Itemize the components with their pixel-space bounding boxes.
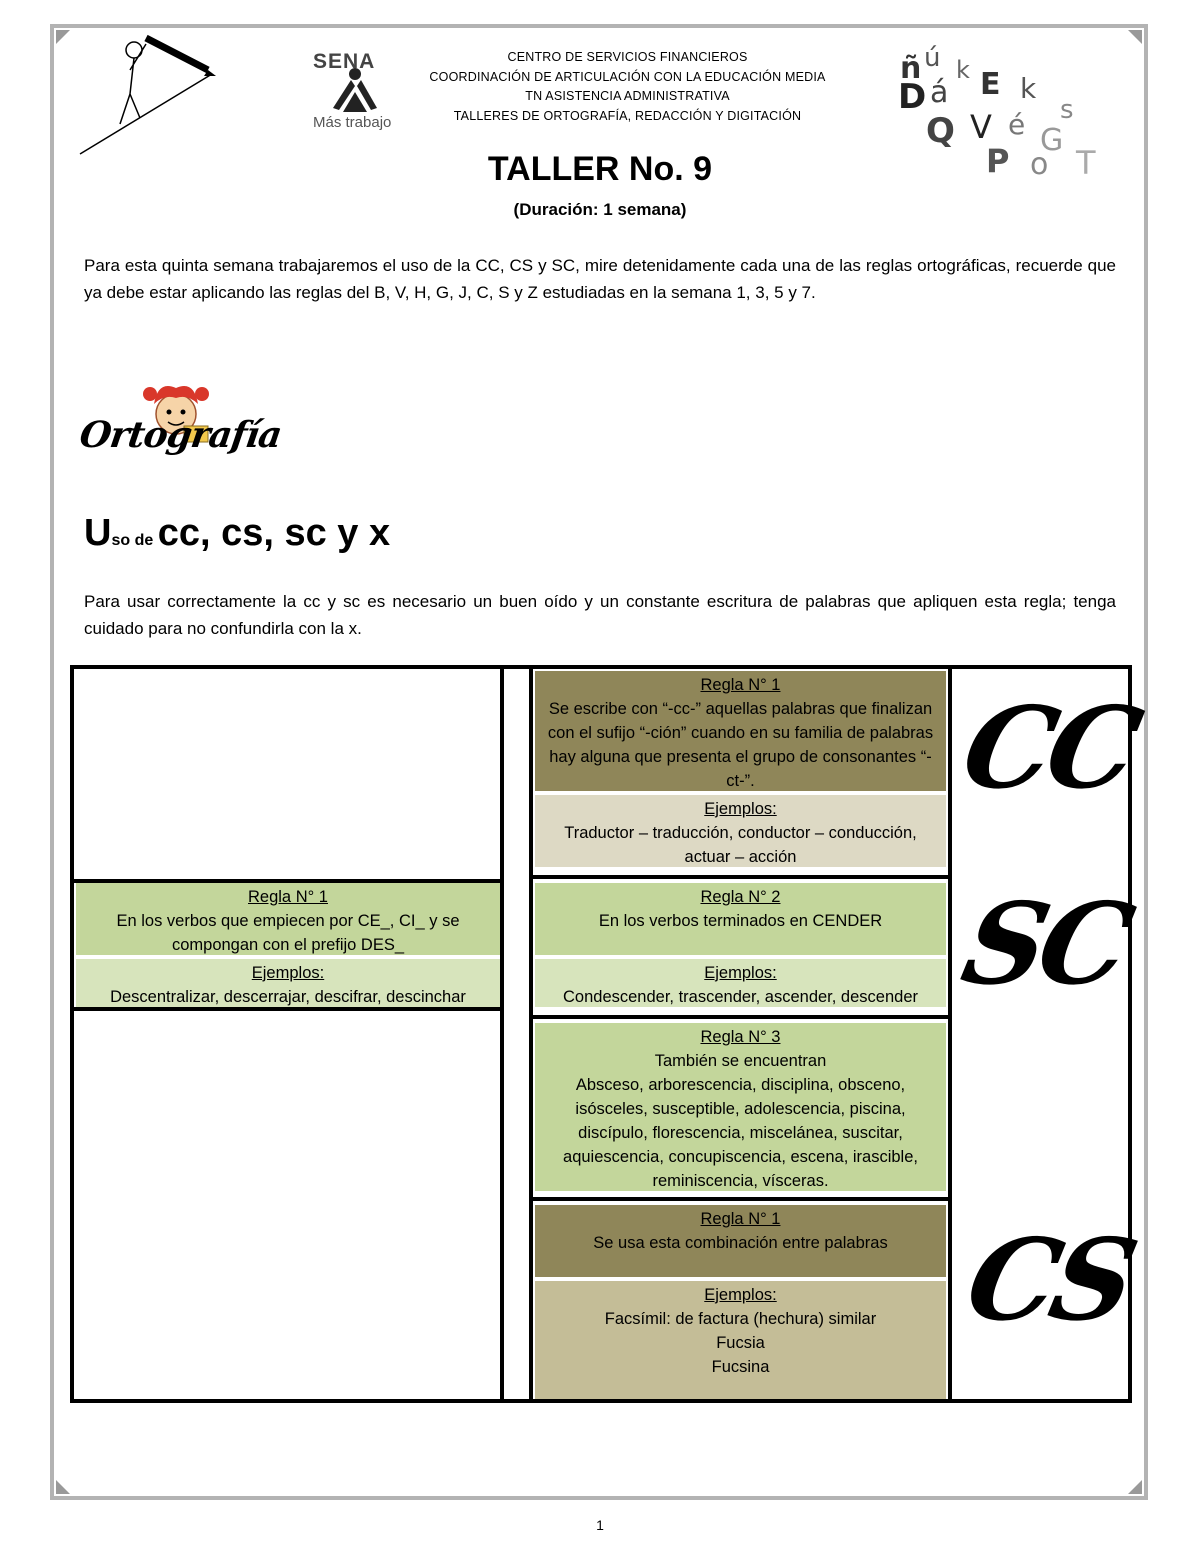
sc-script-label: SC [952, 879, 1138, 1010]
header-line: COORDINACIÓN DE ARTICULACIÓN CON LA EDUCACIÓN MEDIA [429, 69, 826, 84]
cc-script-label: CC [952, 683, 1147, 814]
svg-text:ú: ú [924, 43, 941, 73]
sc-rule2-examples-cell [535, 959, 946, 1007]
rule-heading: Regla N° 1 [248, 888, 328, 906]
svg-text:T: T [1076, 144, 1096, 178]
cs-examples-cell [535, 1281, 946, 1399]
corner-ornament [56, 30, 70, 44]
header-line: TALLERES DE ORTOGRAFÍA, REDACCIÓN Y DIGITACIÓN [453, 108, 802, 123]
svg-text:é: é [1008, 108, 1026, 141]
cs-script-label: CS [956, 1215, 1142, 1346]
svg-text:V: V [970, 108, 992, 146]
rule-heading: Regla N° 1 [700, 676, 781, 694]
rules-table [70, 665, 1147, 1403]
corner-ornament [1128, 1480, 1142, 1494]
table-divider [533, 875, 948, 879]
ortografia-label: Ortografía [77, 414, 284, 456]
section-title-small: so de [111, 532, 154, 549]
header-line: CENTRO DE SERVICIOS FINANCIEROS [507, 50, 748, 64]
sc-rule3-cell [535, 1023, 946, 1191]
examples-line: Fucsina [711, 1358, 770, 1376]
corner-ornament [56, 1480, 70, 1494]
examples-text: Descentralizar, descerrajar, descifrar, descinchar [110, 988, 466, 1006]
section-title [84, 512, 390, 555]
page-subtitle: (Duración: 1 semana) [513, 200, 687, 219]
table-divider [529, 669, 533, 1399]
svg-text:k: k [1020, 72, 1037, 105]
svg-text:E: E [980, 67, 1001, 102]
table-divider [533, 1015, 948, 1019]
logo-slogan: Más trabajo [313, 114, 392, 131]
examples-heading: Ejemplos: [704, 1286, 777, 1304]
table-divider [948, 669, 952, 1399]
table-divider [533, 1197, 948, 1201]
document-header [400, 48, 855, 126]
rule-heading: Regla N° 2 [700, 888, 781, 906]
rule-heading: Regla N° 1 [700, 1210, 781, 1228]
svg-text:Q: Q [926, 111, 955, 151]
svg-text:D: D [898, 77, 927, 117]
header-line: TN ASISTENCIA ADMINISTRATIVA [525, 89, 730, 103]
examples-heading: Ejemplos: [251, 964, 325, 982]
examples-line: Facsímil: de factura (hechura) similar [604, 1310, 877, 1328]
svg-text:o: o [1030, 147, 1049, 178]
section-title-initial: U [84, 512, 112, 554]
sc-rule2-cell [535, 883, 946, 955]
svg-text:ñ: ñ [900, 51, 922, 86]
examples-heading: Ejemplos: [704, 800, 777, 818]
intro-paragraph: Para esta quinta semana trabajaremos el uso de la CC, CS y SC, mire detenidamente cada una de las reglas ortográficas, recuerde que ya debe estar aplicando las reglas del B, V, H, G, J, C, S y Z estudiadas en la semana 1, 3, 5 y 7. [84, 256, 1116, 302]
svg-text:P: P [986, 142, 1010, 178]
rule-heading: Regla N° 3 [700, 1028, 781, 1046]
logo-text: SENA [313, 50, 376, 73]
svg-text:G: G [1040, 123, 1064, 158]
svg-text:k: k [956, 56, 970, 84]
table-divider [500, 669, 504, 1399]
page-number: 1 [596, 1517, 604, 1533]
page-title: TALLER No. 9 [487, 150, 713, 188]
rule-intro: También se encuentran [654, 1052, 827, 1070]
cs-rule1-cell [535, 1205, 946, 1277]
section-title-rest: cc, cs, sc y x [157, 512, 391, 554]
sc-rule1-examples-cell [76, 959, 500, 1007]
rule-text: Absceso, arborescencia, disciplina, obsceno, isósceles, susceptible, adolescencia, piscina, discípulo, florescencia, miscelánea, suscitar, aquiescencia, concupiscencia, escena, irascible, reminiscencia, vísceras. [563, 1076, 918, 1190]
rule-text: En los verbos que empiecen por CE_, CI_ y se compongan con el prefijo DES_ [116, 912, 460, 954]
svg-text:á: á [930, 75, 949, 110]
pencil-figure-icon [76, 32, 216, 160]
examples-heading: Ejemplos: [704, 964, 777, 982]
cc-rule1-cell [535, 671, 946, 791]
rule-text: Se usa esta combinación entre palabras [593, 1234, 888, 1252]
examples-text: Condescender, trascender, ascender, descender [563, 988, 918, 1006]
sc-rule1-cell [76, 883, 500, 955]
rule-text: Se escribe con “-cc-” aquellas palabras que finalizan con el sufijo “-ción” cuando en su familia de palabras hay alguna que presenta el grupo de consonantes “-ct-”. [547, 700, 934, 790]
rule-text: En los verbos terminados en CENDER [598, 912, 883, 930]
examples-text: Traductor – traducción, conductor – conducción, actuar – acción [564, 824, 917, 866]
examples-line: Fucsia [716, 1334, 765, 1352]
section-paragraph: Para usar correctamente la cc y sc es necesario un buen oído y un constante escritura de palabras que apliquen esta regla; tenga cuidado para no confundirla con la x. [84, 592, 1116, 638]
svg-text:s: s [1060, 95, 1074, 125]
cc-examples-cell [535, 795, 946, 867]
